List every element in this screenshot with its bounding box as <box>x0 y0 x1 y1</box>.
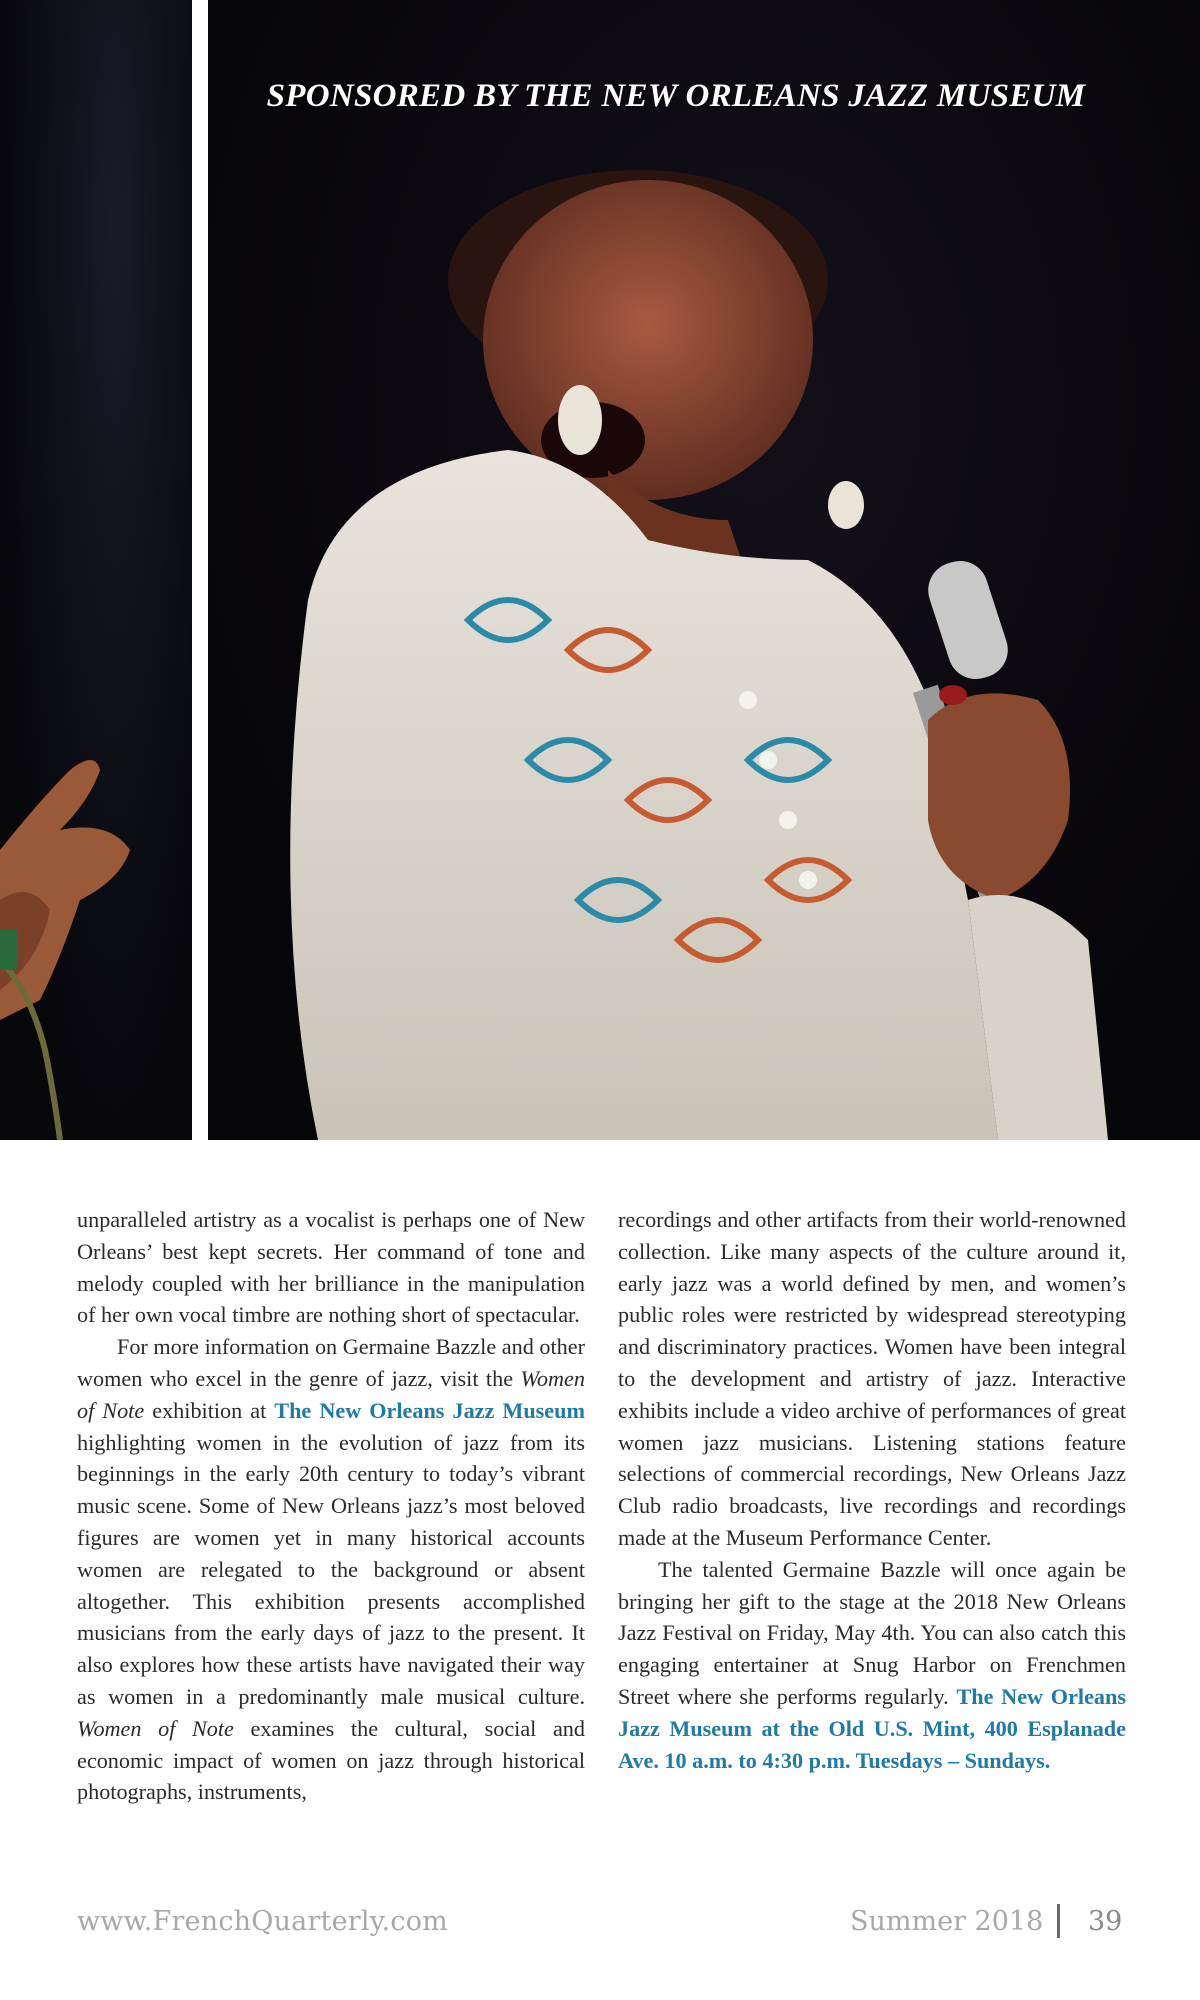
left-p2-text-a: For more information on Germaine Bazzle and other women who excel in the genre of jazz, visit the <box>77 1334 585 1391</box>
left-paragraph-1: unparalleled artistry as a vocalist is perhaps one of New Orleans’ best kept secrets. Her command of tone and melody coupled with her brilliance in the manipulation of her own vocal timbre are nothing short of spectacular. <box>77 1207 585 1328</box>
footer-divider <box>1057 1904 1060 1938</box>
exhibition-title-2: Women of Note <box>77 1715 234 1741</box>
main-photo-panel <box>208 0 1200 1140</box>
left-p2-text-c: highlighting women in the evolution of jazz from its beginnings in the early 20th century to today’s vibrant music scene. Some of New Orleans jazz’s most beloved figures are women yet in many historical accounts women are relegated to the background or absent altogether. This exhibition presents accomplished musicians from the early days of jazz to the present. It also explores how these artists have navigated their way as women in a predominantly male musical culture. <box>77 1429 585 1709</box>
right-paragraph-2 <box>618 1554 1126 1777</box>
footer-issue: Summer 2018 <box>850 1906 1044 1937</box>
footer-url[interactable]: www.FrenchQuarterly.com <box>77 1906 448 1937</box>
left-photo-illustration <box>0 0 192 1140</box>
left-photo-panel <box>0 0 192 1140</box>
page-footer <box>0 1906 1200 1946</box>
exhibition-title-1: Women of Note <box>77 1365 585 1423</box>
left-p2-text-d: examines the cultural, social and economic impact of women on jazz through historical photographs, instruments, <box>77 1715 585 1805</box>
sponsor-banner: SPONSORED BY THE NEW ORLEANS JAZZ MUSEUM <box>266 78 1086 114</box>
article-column-right <box>618 1204 1126 1776</box>
article-column-left <box>77 1204 585 1808</box>
page-number: 39 <box>1088 1906 1123 1937</box>
museum-hours-link[interactable]: The New Orleans Jazz Museum at the Old U.S. Mint, 400 Esplanade Ave. 10 a.m. to 4:30 p.m. Tuesdays – Sundays. <box>618 1683 1126 1773</box>
right-p2-text-a: The talented Germaine Bazzle will once again be bringing her gift to the stage at the 2018 New Orleans Jazz Festival on Friday, May 4th. You can also catch this engaging entertainer at Snug Harbor on Frenchmen Street where she performs regularly. <box>618 1556 1126 1709</box>
singer-illustration <box>208 0 1200 1140</box>
left-p2-text-b: exhibition at <box>144 1397 275 1423</box>
left-paragraph-2 <box>77 1331 585 1808</box>
right-paragraph-1: recordings and other artifacts from their world-renowned collection. Like many aspects of the culture around it, early jazz was a world defined by men, and women’s public roles were restricted by widespread stereotyping and discriminatory practices. Women have been integral to the development and artistry of jazz. Interactive exhibits include a video archive of performances of great women jazz musicians. Listening stations feature selections of commercial recordings, New Orleans Jazz Club radio broadcasts, live recordings and recordings made at the Museum Performance Center. <box>618 1207 1126 1550</box>
museum-link[interactable]: The New Orleans Jazz Museum <box>274 1397 585 1423</box>
